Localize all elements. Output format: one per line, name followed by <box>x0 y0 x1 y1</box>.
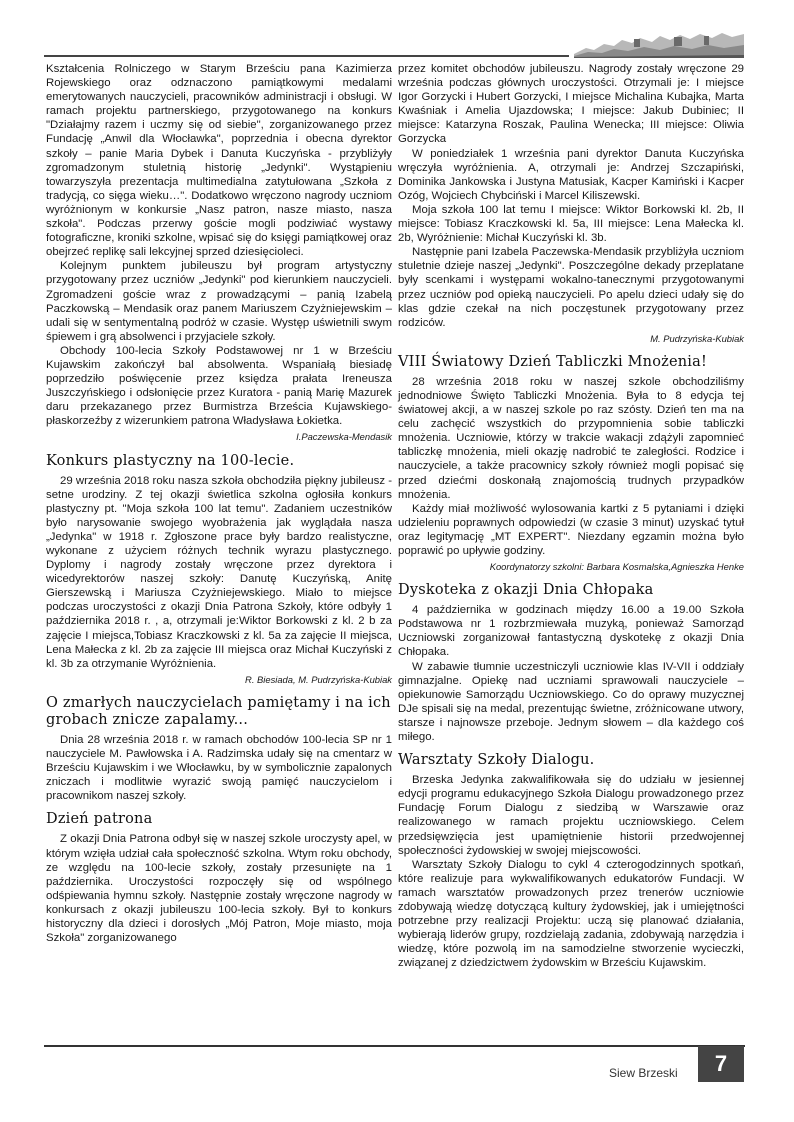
article-paragraph: W poniedziałek 1 września pani dyrektor Danuta Kuczyńska wręczyła wyróżnienia. A, otrzymali je: Andrzej Szczapiński, Dominika Jankowska i Justyna Matusiak, Kacper Kamiński i Kacper Ozóg, Wojciech Chybciński i Marcel Kiliszewski. <box>398 147 744 202</box>
article-paragraph: Kolejnym punktem jubileuszu był program artystyczny przygotowany przez uczniów „Jedynki" pod kierunkiem nauczycieli. Zgromadzeni goście wraz z prowadzącymi – panią Izabelą Paczkowską – Mendasik oraz panem Mariuszem Czyżniejewskim – udali się w sentymentalną podróż w czasie. Występ uświetnili swym śpiewem i grą absolwenci i przyjaciele szkoły. <box>46 260 392 343</box>
heading-dialogue-workshops: Warsztaty Szkoły Dialogu. <box>398 752 595 769</box>
article-paragraph: przez komitet obchodów jubileuszu. Nagrody zostały wręczone 29 września podczas głównych uroczystości. Otrzymali je: I miejsce Igor Gorzycki i Hubert Gorzycki, I miejsce Michalina Kubajka, Marta Kwaśniak i Amelia Ujazdowska; I miejsce: Jakub Dubiniec; II miejsce: Katarzyna Roszak, Paulina Wenecka; III miejsce: Oliwia Gorzycka <box>398 63 744 146</box>
article-paragraph: Kształcenia Rolniczego w Starym Brześciu pana Kazimierza Rojewskiego oraz odznaczono pamiątkowymi medalami emerytowanych nauczycieli, pracowników administracji i obsługi. W ramach projektu partnerskiego, przygotowanego na konkurs "Działajmy razem i uczmy się od siebie", zorganizowanego przez Fundację „Anwil dla Włocławka", poprzednia i obecna dyrektor szkoły – panie Maria Dybek i Danuta Kuczyńska - przybliżyły zgromadzonym stuletnią historię „Jedynki". Wystąpieniu towarzyszyła prezentacja multimedialna zatytułowana „Szkoła z tradycją, co sięga wieku…". Dodatkowo wręczono nagrody uczniom wyróżnionym w konkursie „Nasz patron, nasze miasto, nasza szkoła". Podczas przerwy goście mogli podziwiać wystawy fotograficzne, kroniki szkolne, wpisać się do księgi pamiątkowej oraz obejrzeć replikę sali lekcyjnej sprzed dziesięcioleci. <box>46 63 392 259</box>
article-paragraph: 29 września 2018 roku nasza szkoła obchodziła piękny jubileusz - setne urodziny. Z tej okazji świetlica szkolna ogłosiła konkurs plastyczny pt. "Moja szkoła 100 lat temu". Zadaniem uczestników było narysowanie swojego wyobrażenia jak wyglądała nasza „Jedynka" w 1918 r. Zgłoszone prace były bardzo realistyczne, wykonane z użyciem różnych technik wyrazu plastycznego. Dyplomy i nagrody zostały wręczone przez dyrektora i wicedyrektorów naszej szkoły: Danutę Kuczyńską, Anitę Gierszewską i Mariusza Czyżniejewskiego. Miało to miejsce podczas uroczystości z okazji Dnia Patrona Szkoły, które odbyły 1 października 2018 r. , a, otrzymali je:Wiktor Borkowski z kl. 2 b za zajęcie I miejsca,Tobiasz Kraczkowski z kl. 5a za zajęcie II miejsca, Lena Małecka z kl. 2b za zajęcie III miejsca oraz Michał Kuczyński z kl. 3b za otrzymanie Wyróżnienia. <box>46 474 392 670</box>
heading-art-contest: Konkurs plastyczny na 100-lecie. <box>46 452 295 469</box>
heading-deceased-teachers: O zmarłych nauczycielach pamiętamy i na ich grobach znicze zapalamy... <box>46 694 391 728</box>
publication-title: Siew Brzeski <box>609 1066 678 1080</box>
article-paragraph: W zabawie tłumnie uczestniczyli uczniowie klas IV-VII i oddziały gimnazjalne. Opiekę nad uczniami sprawowali nauczyciele – opiekunowie Samorządu Uczniowskiego. Co do oprawy muzycznej DJe spisali się na medal, prezentując świetne, zróżnicowane utwory, starsze i najnowsze przeboje. Jednym słowem – dla każdego coś miłego. <box>398 660 744 744</box>
article-paragraph: Obchody 100-lecia Szkoły Podstawowej nr 1 w Brześciu Kujawskim zakończył bal absolwenta. Wspaniałą biesiadę poprzedziło poświęcenie przez księdza prałata Ireneusza Juszczyńskiego i odsłonięcie przez Kuratora - panią Marię Mazurek daru przekazanego przez Burmistrza Brześcia Kujawskiego- płaskorzeźby z wizerunkiem patrona Władysława Łokietka. <box>46 344 392 428</box>
article-paragraph: Moja szkoła 100 lat temu I miejsce: Wiktor Borkowski kl. 2b, II miejsce: Tobiasz Kraczkowski kl. 5a, III miejsce: Lena Małecka kl. 2b, Wyróżnienie: Michał Kuczyński kl. 3b. <box>398 203 744 245</box>
article-paragraph: Warsztaty Szkoły Dialogu to cykl 4 czterogodzinnych spotkań, które realizuje para wykwalifikowanych edukatorów Fundacji. W ramach warsztatów prowadzonych przez trenerów uczniowie zdobywają wiedzę dotyczącą kultury żydowskiej, jak i umiejętności potrzebne przy realizacji Projektu: uczą się planować działania, wybierają liderów grupy, rozdzielają zadania, zdobywają narzędzia i wiedzę, które pozwolą im na samodzielne stworzenie wycieczki, związanej z dziedzictwem żydowskim w Brześciu Kujawskim. <box>398 858 744 970</box>
author-signature: I.Paczewska-Mendasik <box>296 431 392 443</box>
article-paragraph: 28 września 2018 roku w naszej szkole obchodziliśmy jednodniowe Święto Tabliczki Mnożenia. Była to 8 edycja tej światowej akcji, a w naszej szkole po raz szósty. Dzień ten ma na celu zachęcić wszystkich do przypomnienia sobie tabliczki mnożenia. Uczniowie, którzy w trakcie wakacji zdążyli zapomnieć tabliczkę mnożenia, mieli okazję nadrobić te zaległości. Rodzice i nauczyciele, a także pracownicy szkoły również mogli popisać się przed dziećmi doskonałą znajomością trudnych przypadków mnożenia. <box>398 375 744 501</box>
header-rule <box>44 55 569 57</box>
header-landscape-image <box>574 24 744 58</box>
article-paragraph: Każdy miał możliwość wylosowania kartki z 5 pytaniami i dzięki udzieleniu poprawnych odpowiedzi (w czasie 3 minut) uzyskać tytuł oraz legitymację „MT EXPERT". Niezdany egzamin można było poprawić po upływie godziny. <box>398 502 744 557</box>
heading-disco: Dyskoteka z okazji Dnia Chłopaka <box>398 582 654 599</box>
heading-patron-day: Dzień patrona <box>46 811 153 828</box>
article-paragraph: 4 października w godzinach między 16.00 a 19.00 Szkoła Podstawowa nr 1 rozbrzmiewała muzyką, ponieważ Samorząd Uczniowski zorganizował fantastyczną dyskotekę z okazji Dnia Chłopaka. <box>398 604 744 659</box>
author-signature: Koordynatorzy szkolni: Barbara Kosmalska,Agnieszka Henke <box>489 561 744 573</box>
page-number: 7 <box>698 1046 744 1082</box>
left-column <box>46 62 392 945</box>
author-signature: R. Biesiada, M. Pudrzyńska-Kubiak <box>245 673 392 685</box>
article-paragraph: Brzeska Jedynka zakwalifikowała się do udziału w jesiennej edycji programu edukacyjnego Szkoła Dialogu prowadzonego przez Fundację Forum Dialogu z siedzibą w Warszawie oraz realizowanego w ramach projektu uczniowskiego. Celem przedsięwzięcia jest upamiętnienie historii przedwojennej społeczności żydowskiej w swojej miejscowości. <box>398 774 744 857</box>
article-paragraph: Następnie pani Izabela Paczewska-Mendasik przybliżyła uczniom stuletnie dzieje naszej „Jedynki". Poszczególne dekady przeplatane były scenkami i występami wokalno-tanecznymi przygotowanymi przez uczniów pod opieką nauczycieli. Po apelu dzieci udały się do klas gdzie czekał na nich poczęstunek przygotowany przez rodziców. <box>398 246 744 329</box>
article-paragraph: Z okazji Dnia Patrona odbył się w naszej szkole uroczysty apel, w którym wzięła udział cała społeczność szkolna. Wtym roku obchody, ze względu na 100-lecie szkoły, zostały przesunięte na 1 października. Uroczystości rozpoczęły się od wspólnego odśpiewania hymnu szkoły. Następnie zostały wręczone nagrody w konkursach z okazji jubileuszu 100-lecia szkoły. Był to konkurs historyczny dla dzieci i dorosłych „Mój Patron, Moje miasto, moja Szkoła" zorganizowanego <box>46 833 392 945</box>
author-signature: M. Pudrzyńska-Kubiak <box>650 332 744 344</box>
right-column <box>398 62 744 970</box>
heading-multiplication-day: VIII Światowy Dzień Tabliczki Mnożenia! <box>398 353 708 370</box>
footer-rule <box>44 1045 745 1047</box>
article-paragraph: Dnia 28 września 2018 r. w ramach obchodów 100-lecia SP nr 1 nauczyciele M. Pawłowska i A. Radzimska udały się na cmentarz w Brześciu Kujawskim i we Włocławku, by w symbolicznie zapalonych zniczach i modlitwie wyrazić swoją pamięć nauczycielom i pracownikom naszej szkoły. <box>46 733 392 803</box>
